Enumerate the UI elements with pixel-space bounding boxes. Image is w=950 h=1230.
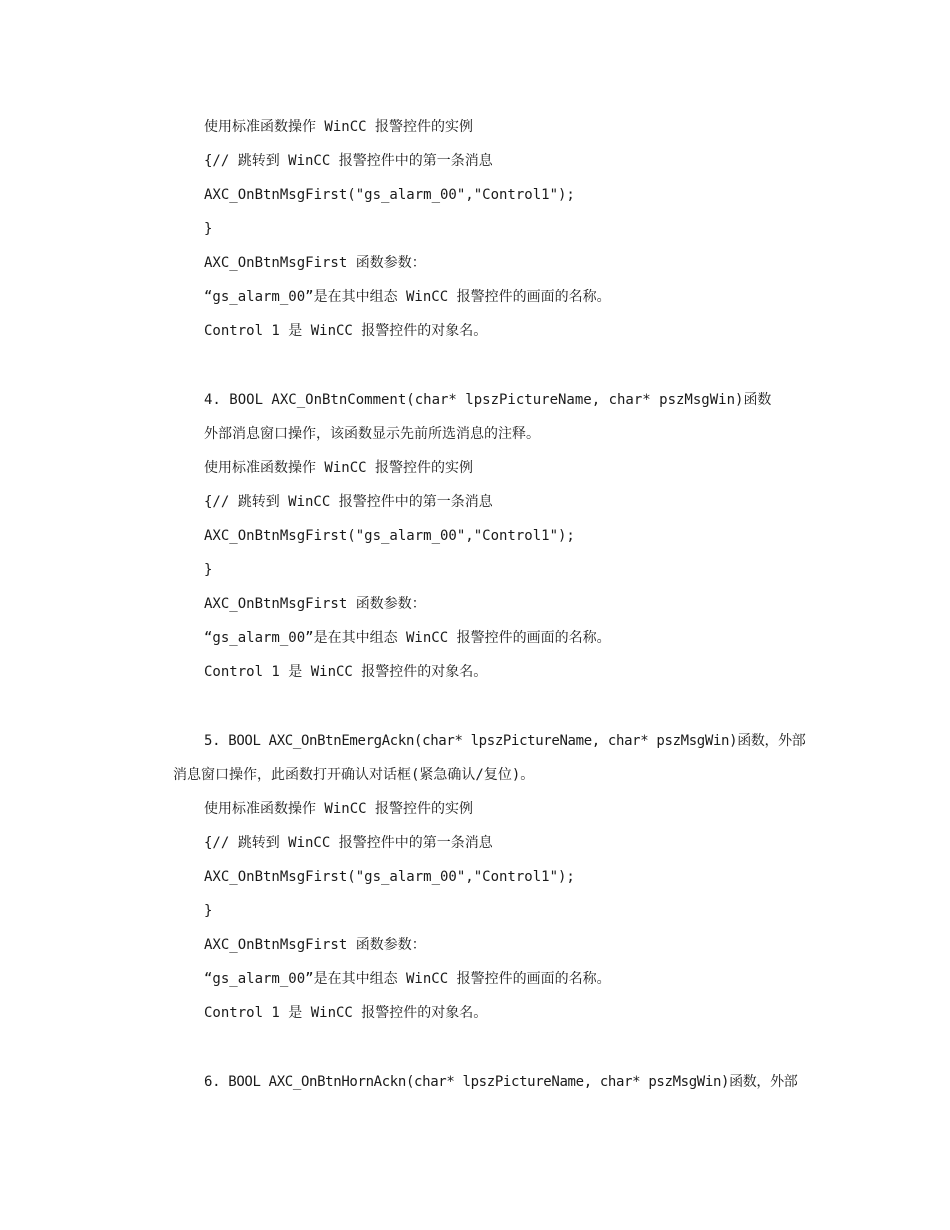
example-intro-line: 使用标准函数操作 WinCC 报警控件的实例 <box>204 801 474 817</box>
code-call-line: AXC_OnBtnMsgFirst("gs_alarm_00","Control1"); <box>204 528 575 544</box>
code-close-brace: } <box>204 562 213 578</box>
section-5-heading-continuation: 消息窗口操作，此函数打开确认对话框(紧急确认/复位)。 <box>173 767 535 783</box>
param-picture-name-line: “gs_alarm_00”是在其中组态 WinCC 报警控件的画面的名称。 <box>204 971 611 987</box>
code-comment-line: {// 跳转到 WinCC 报警控件中的第一条消息 <box>204 153 493 169</box>
params-heading-line: AXC_OnBtnMsgFirst 函数参数： <box>204 937 426 953</box>
section-4-description: 外部消息窗口操作，该函数显示先前所选消息的注释。 <box>204 426 540 442</box>
param-control-name-line: Control 1 是 WinCC 报警控件的对象名。 <box>204 664 488 680</box>
example-intro-line: 使用标准函数操作 WinCC 报警控件的实例 <box>204 460 474 476</box>
params-heading-line: AXC_OnBtnMsgFirst 函数参数： <box>204 255 426 271</box>
code-comment-line: {// 跳转到 WinCC 报警控件中的第一条消息 <box>204 494 493 510</box>
params-heading-line: AXC_OnBtnMsgFirst 函数参数： <box>204 596 426 612</box>
param-picture-name-line: “gs_alarm_00”是在其中组态 WinCC 报警控件的画面的名称。 <box>204 630 611 646</box>
param-control-name-line: Control 1 是 WinCC 报警控件的对象名。 <box>204 323 488 339</box>
param-picture-name-line: “gs_alarm_00”是在其中组态 WinCC 报警控件的画面的名称。 <box>204 289 611 305</box>
section-4-heading: 4. BOOL AXC_OnBtnComment(char* lpszPictureName, char* pszMsgWin)函数 <box>204 392 772 408</box>
section-5-heading: 5. BOOL AXC_OnBtnEmergAckn(char* lpszPictureName, char* pszMsgWin)函数，外部 <box>204 733 806 749</box>
code-close-brace: } <box>204 903 213 919</box>
code-comment-line: {// 跳转到 WinCC 报警控件中的第一条消息 <box>204 835 493 851</box>
param-control-name-line: Control 1 是 WinCC 报警控件的对象名。 <box>204 1005 488 1021</box>
code-call-line: AXC_OnBtnMsgFirst("gs_alarm_00","Control1"); <box>204 187 575 203</box>
code-close-brace: } <box>204 221 213 237</box>
code-call-line: AXC_OnBtnMsgFirst("gs_alarm_00","Control1"); <box>204 869 575 885</box>
section-6-heading: 6. BOOL AXC_OnBtnHornAckn(char* lpszPictureName, char* pszMsgWin)函数，外部 <box>204 1074 798 1090</box>
example-intro-line: 使用标准函数操作 WinCC 报警控件的实例 <box>204 119 474 135</box>
